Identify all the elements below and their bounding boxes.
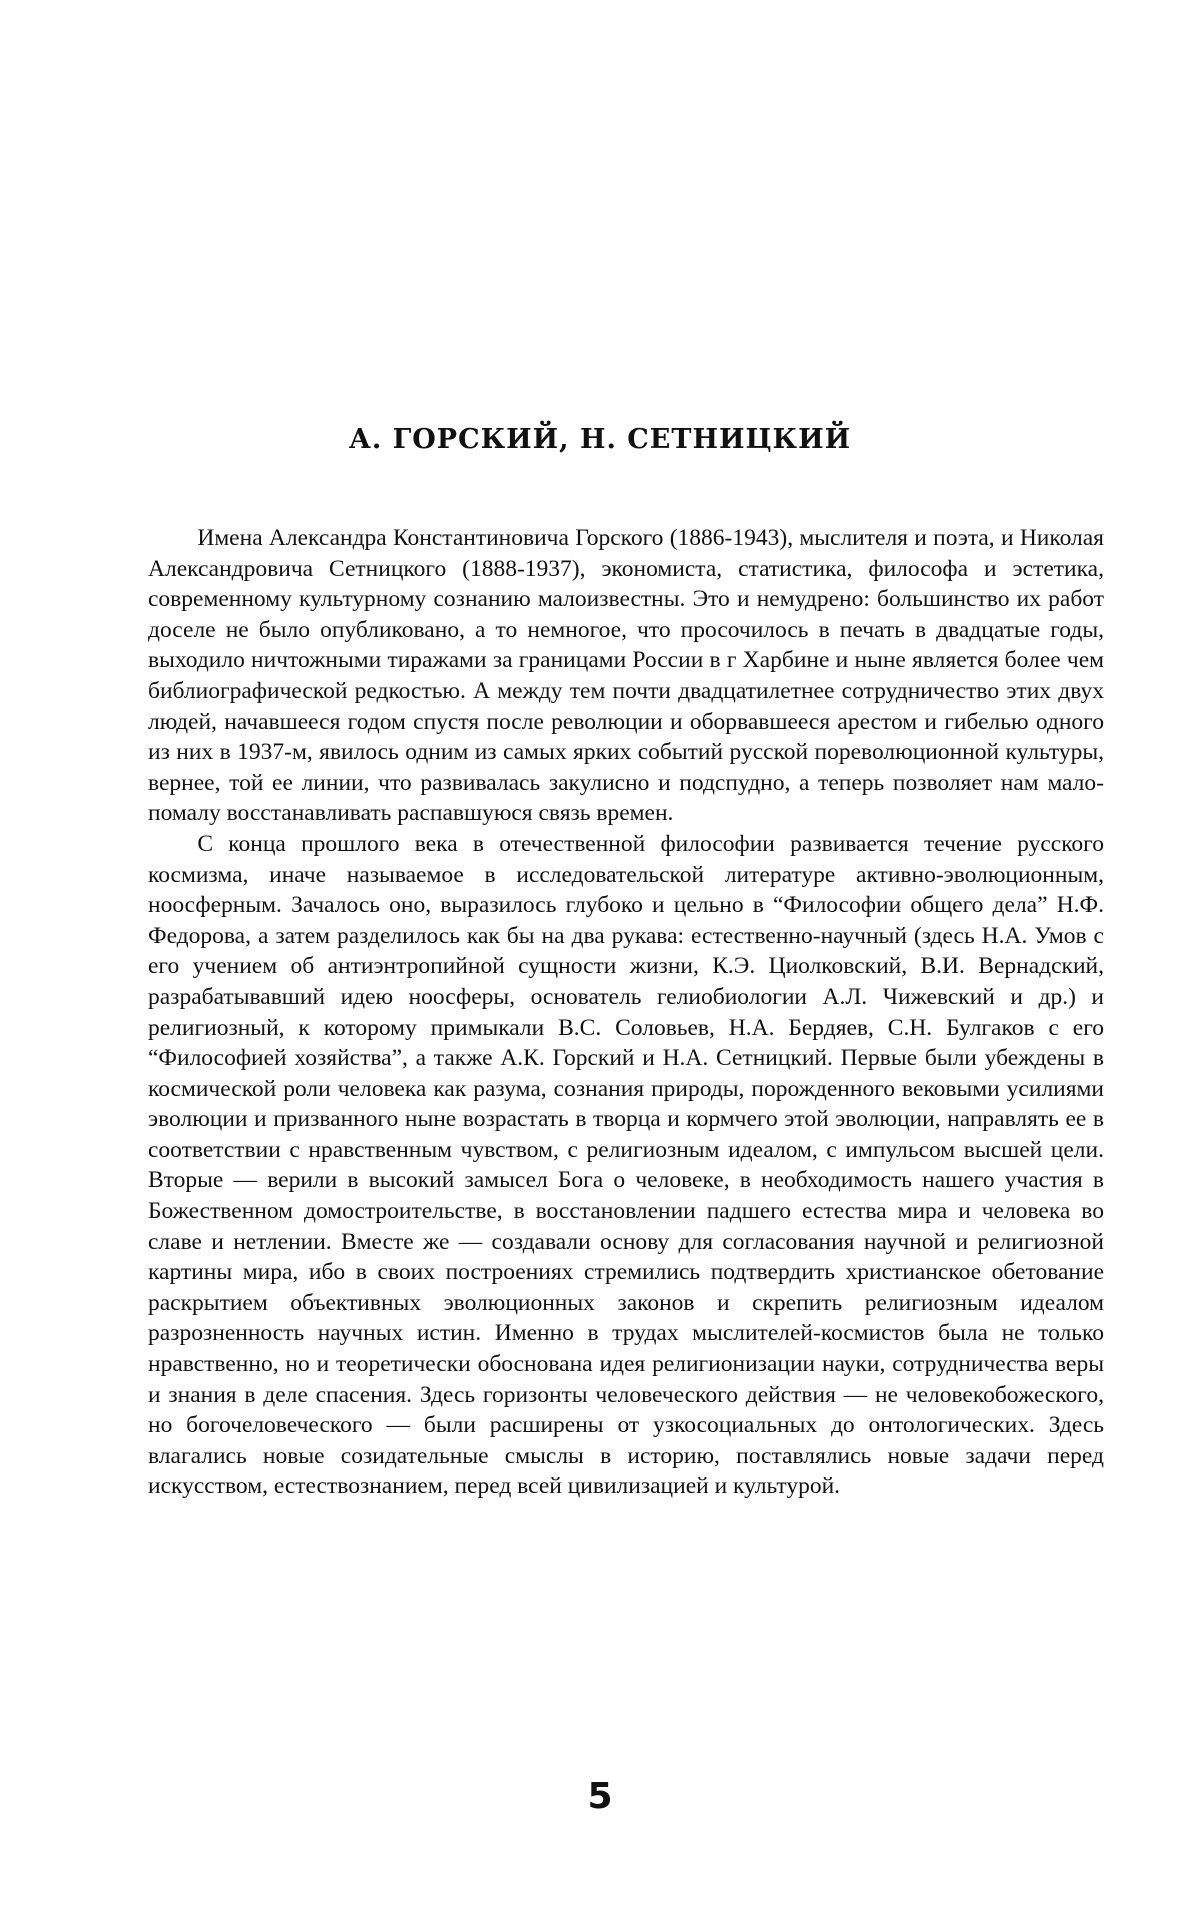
- body-text: [148, 523, 1104, 1502]
- paragraph-1: Имена Александра Константиновича Горского (1886-1943), мыслителя и поэта, и Николая Александровича Сетницкого (1888-1937), экономиста, статистика, философа и эстетика, современному культурному сознанию малоизвестны. Это и немудрено: большинство их работ доселе не было опубликовано, а то немногое, что просочилось в печать в двадцатые годы, выходило ничтожными тиражами за границами России в г Харбине и ныне является более чем библиографической редкостью. А между тем почти двадцатилетнее сотрудничество этих двух людей, начавшееся годом спустя после революции и оборвавшееся арестом и гибелью одного из них в 1937-м, явилось одним из самых ярких событий русской пореволюционной культуры, вернее, той ее линии, что развивалась закулисно и подспудно, а теперь позволяет нам мало-помалу восстанавливать распавшуюся связь времен.: [148, 525, 1104, 827]
- chapter-title: А. ГОРСКИЙ, Н. СЕТНИЦКИЙ: [348, 424, 852, 455]
- paragraph-2: С конца прошлого века в отечественной философии развивается течение русского космизма, иначе называемое в исследовательской литературе активно-эволюционным, ноосферным. Зачалось оно, выразилось глубоко и цельно в “Философии общего дела” Н.Ф. Федорова, а затем разделилось как бы на два рукава: естественно-научный (здесь Н.А. Умов с его учением об антиэнтропийной сущности жизни, К.Э. Циолковский, В.И. Вернадский, разрабатывавший идею ноосферы, основатель гелиобиологии А.Л. Чижевский и др.) и религиозный, к которому примыкали В.С. Соловьев, Н.А. Бердяев, С.Н. Булгаков с его “Философией хозяйства”, а также А.К. Горский и Н.А. Сетницкий. Первые были убеждены в космической роли человека как разума, сознания природы, порожденного вековыми усилиями эволюции и призванного ныне возрастать в творца и кормчего этой эволюции, направлять ее в соответствии с нравственным чувством, с религиозным идеалом, с импульсом высшей цели. Вторые — верили в высокий замысел Бога о человеке, в необходимость нашего участия в Божественном домостроительстве, в восстановлении падшего естества мира и человека во славе и нетлении. Вместе же — создавали основу для согласования научной и религиозной картины мира, ибо в своих построениях стремились подтвердить христианское обетование раскрытием объективных эволюционных законов и скрепить религиозным идеалом разрозненность научных истин. Именно в трудах мыслителей-космистов была не только нравственно, но и теоретически обоснована идея религионизации науки, сотрудничества веры и знания в деле спасения. Здесь горизонты человеческого действия — не человекобожеского, но богочеловеческого — были расширены от узкосоциальных до онтологических. Здесь влагались новые созидательные смыслы в историю, поставлялись новые задачи перед искусством, естествознанием, перед всей цивилизацией и культурой.: [148, 830, 1104, 1500]
- page-number: 5: [587, 1776, 613, 1817]
